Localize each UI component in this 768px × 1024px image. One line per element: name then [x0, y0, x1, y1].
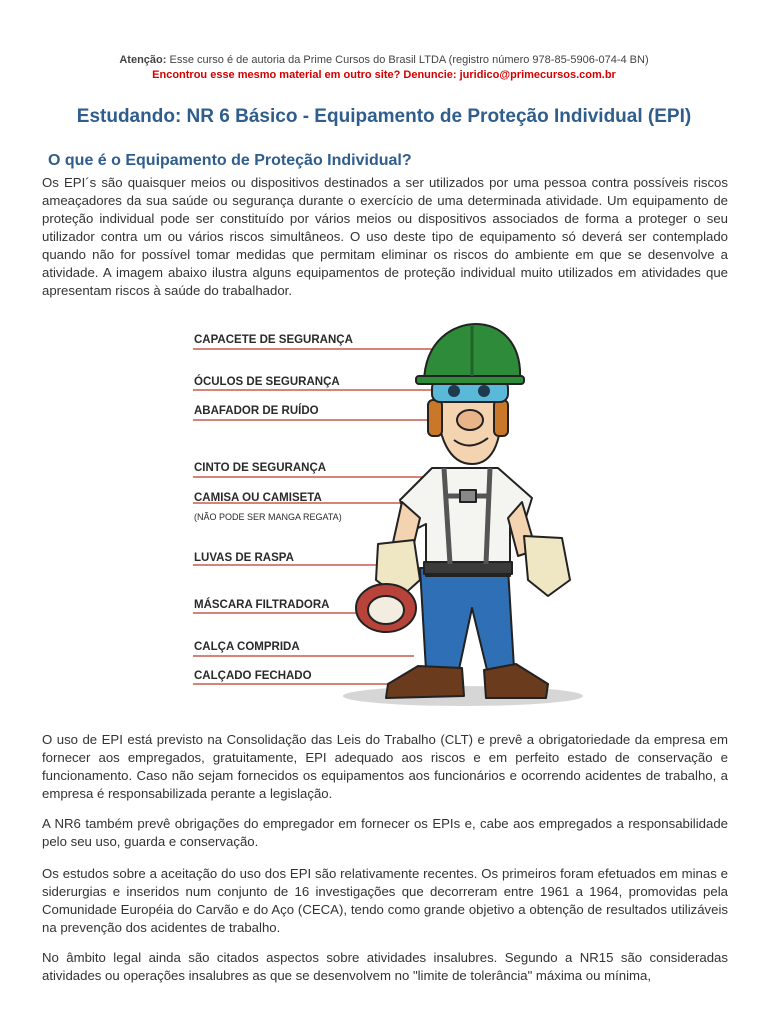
notice-label: Atenção:	[119, 54, 167, 66]
label-group	[194, 334, 353, 682]
right-glove-shape	[524, 536, 570, 596]
right-eye	[478, 385, 490, 397]
worker-figure	[356, 324, 570, 698]
label-cinto: CINTO DE SEGURANÇA	[194, 462, 327, 474]
paragraph-3: A NR6 também prevê obrigações do empregador em fornecer os EPIs e, cabe aos empregados a responsabilidade pelo seu uso, guarda e conservação.	[42, 816, 728, 849]
label-luvas: LUVAS DE RASPA	[194, 552, 294, 564]
paragraph-2: O uso de EPI está previsto na Consolidação das Leis do Trabalho (CLT) e prevê a obrigatoriedade da empresa em fornecer aos empregados, gratuitamente, EPI adequado aos riscos e em perfeito estado de conservação e funcionamento. Caso não sejam fornecidos os equipamentos aos funcionários e ocorrendo acidentes de trabalho, a empresa é responsabilizada perante a legislação.	[42, 732, 728, 801]
epi-figure-svg	[188, 318, 584, 714]
jeans-shape	[420, 568, 514, 674]
notice-line-2: Encontrou esse mesmo material em outro site? Denuncie: juridico@primecursos.com.br	[152, 69, 616, 81]
left-boot-shape	[386, 666, 464, 698]
mask-filter-shape	[368, 596, 404, 624]
paragraph-4: Os estudos sobre a aceitação do uso dos EPI são relativamente recentes. Os primeiros foram efetuados em minas e siderurgias e inseridos num conjunto de 16 investigações que decorreram entre 1961 a 1964, promovidas pela Comunidade Européia do Carvão e do Aço (CECA), tendo como grande objetivo a obtenção de resultados utilizáveis na prevenção dos acidentes de trabalho.	[42, 866, 728, 935]
label-calcado: CALÇADO FECHADO	[194, 670, 312, 682]
harness-buckle	[460, 490, 476, 502]
nose-shape	[457, 410, 483, 430]
paragraph-1: Os EPI´s são quaisquer meios ou dispositivos destinados a ser utilizados por uma pessoa contra possíveis riscos ameaçadores da sua saúde ou segurança durante o exercício de uma determinada atividade. Um equipamento de proteção individual pode ser constituído por vários meios ou dispositivos associados de forma a proteger o seu utilizador contra um ou vários riscos simultâneos. O uso deste tipo de equipamento só deverá ser contemplado quando não for possível tomar medidas que permitam eliminar os riscos do ambiente em que se desenvolve a atividade. A imagem abaixo ilustra alguns equipamentos de proteção individual muito utilizados em atividades que apresentam riscos à saúde do trabalhador.	[42, 175, 728, 298]
label-capacete: CAPACETE DE SEGURANÇA	[194, 334, 353, 346]
label-oculos: ÓCULOS DE SEGURANÇA	[194, 376, 340, 388]
label-abafador: ABAFADOR DE RUÍDO	[194, 405, 319, 417]
copyright-notice	[0, 53, 768, 83]
label-camisa: CAMISA OU CAMISETA	[194, 492, 322, 504]
epi-illustration	[188, 318, 584, 714]
right-earmuff-shape	[494, 400, 508, 436]
right-boot-shape	[484, 664, 548, 698]
page-title: Estudando: NR 6 Básico - Equipamento de Proteção Individual (EPI)	[76, 106, 692, 127]
label-mascara: MÁSCARA FILTRADORA	[194, 599, 330, 611]
notice-text: Esse curso é de autoria da Prime Cursos do Brasil LTDA (registro número 978-85-5906-074-4 BN)	[169, 54, 649, 66]
left-earmuff-shape	[428, 400, 442, 436]
paragraph-5: No âmbito legal ainda são citados aspectos sobre atividades insalubres. Segundo a NR15 são consideradas atividades ou operações insalubres as que se desenvolvem no "limite de tolerância" máxima ou mínima,	[42, 950, 728, 983]
notice-line-1	[0, 53, 768, 68]
belt-shape	[424, 562, 512, 574]
section-heading: O que é o Equipamento de Proteção Individual?	[48, 152, 412, 169]
label-camisa-note: (NÃO PODE SER MANGA REGATA)	[194, 512, 342, 522]
left-eye	[448, 385, 460, 397]
label-calca: CALÇA COMPRIDA	[194, 641, 300, 653]
helmet-brim-shape	[416, 376, 524, 384]
